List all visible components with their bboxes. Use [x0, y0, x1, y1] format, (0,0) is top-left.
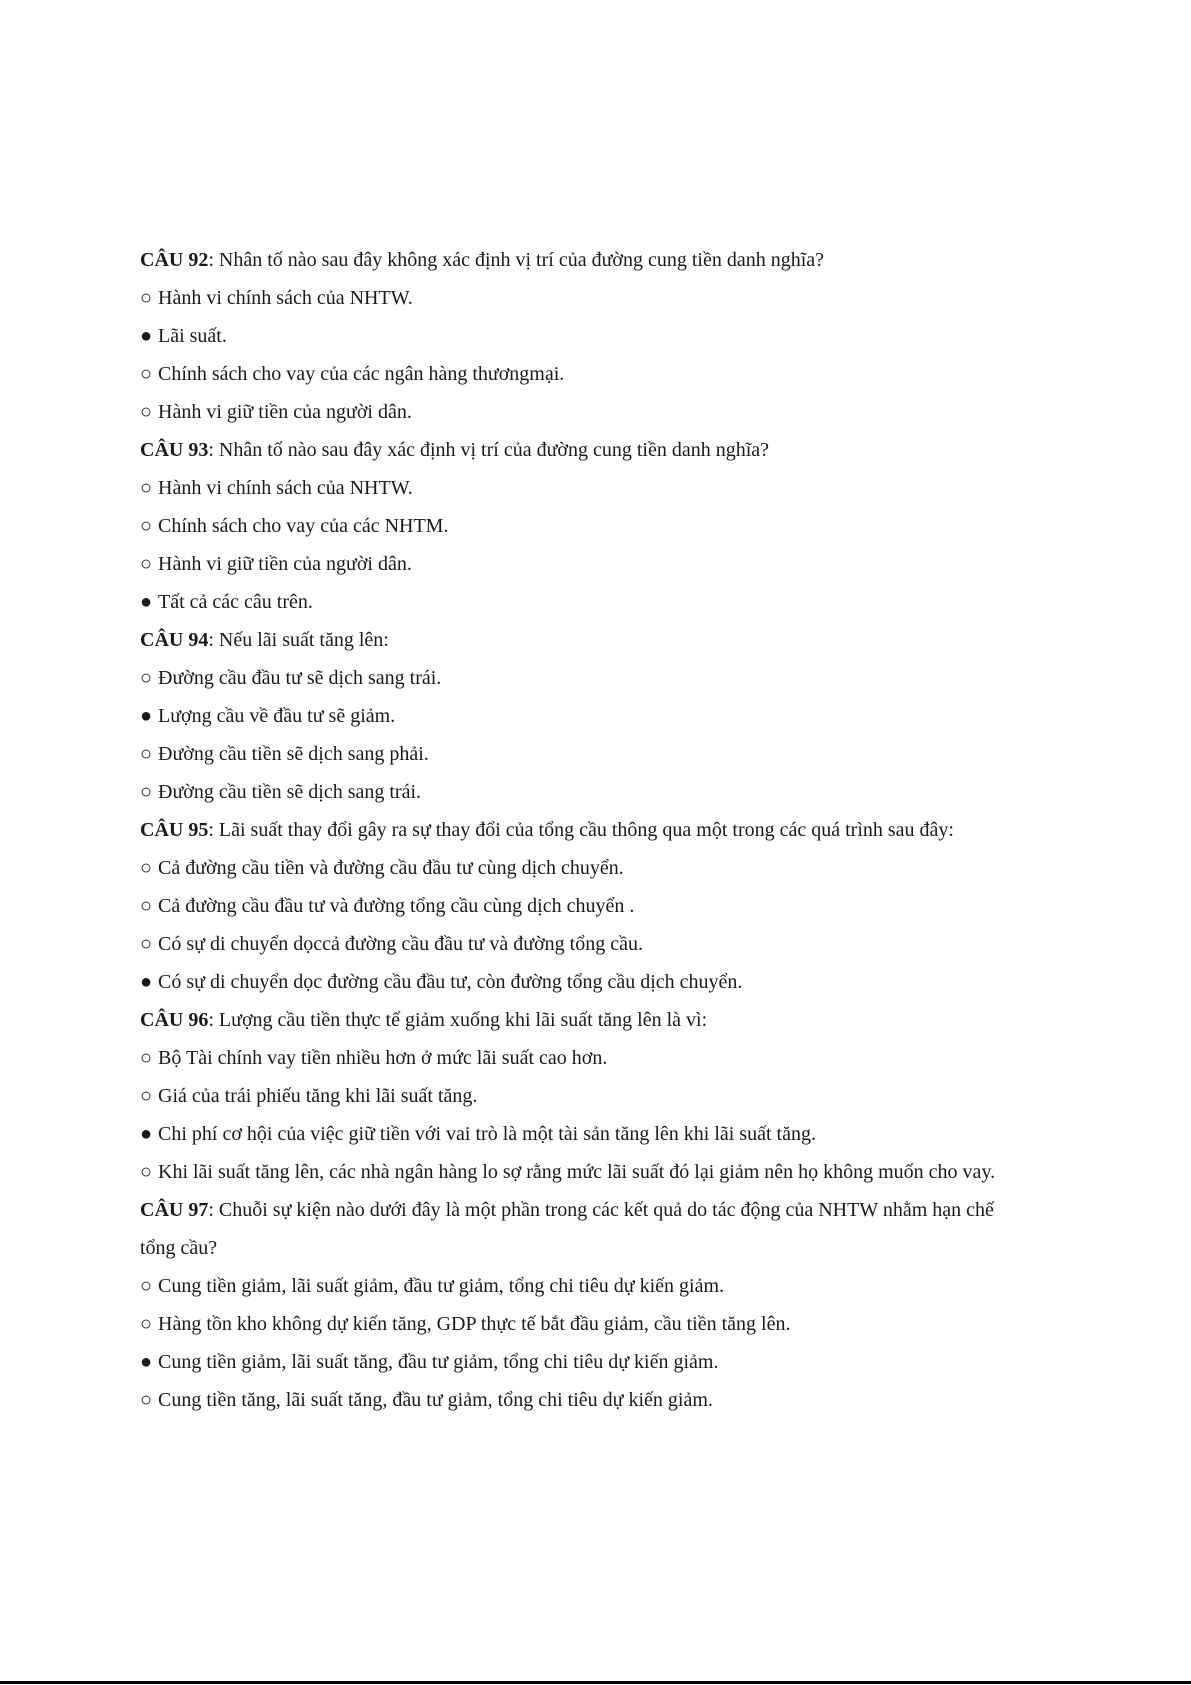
answer-text: Cung tiền giảm, lãi suất giảm, đầu tư giảm, tổng chi tiêu dự kiến giảm. — [158, 1275, 725, 1297]
unselected-radio-icon: ○ — [140, 1047, 153, 1069]
unselected-radio-icon: ○ — [140, 933, 153, 955]
answer-option — [140, 355, 1020, 393]
question-number: CÂU 96 — [140, 1009, 209, 1031]
answer-option — [140, 697, 1020, 735]
answer-option — [140, 1039, 1020, 1077]
question-prompt: : Nếu lãi suất tăng lên: — [208, 629, 389, 651]
answer-option — [140, 279, 1020, 317]
answer-text: Khi lãi suất tăng lên, các nhà ngân hàng lo sợ rằng mức lãi suất đó lại giảm nên họ không muốn cho vay. — [158, 1161, 996, 1183]
answer-text: Đường cầu đầu tư sẽ dịch sang trái. — [158, 667, 442, 689]
answer-option — [140, 925, 1020, 963]
answer-text: Hàng tồn kho không dự kiến tăng, GDP thực tế bắt đầu giảm, cầu tiền tăng lên. — [158, 1313, 791, 1335]
answer-option — [140, 735, 1020, 773]
question-number: CÂU 94 — [140, 629, 209, 651]
selected-radio-icon: ● — [140, 971, 153, 993]
unselected-radio-icon: ○ — [140, 781, 153, 803]
answer-text: Lượng cầu về đầu tư sẽ giảm. — [158, 705, 396, 727]
answer-option — [140, 583, 1020, 621]
question-number: CÂU 95 — [140, 819, 209, 841]
selected-radio-icon: ● — [140, 1123, 153, 1145]
unselected-radio-icon: ○ — [140, 477, 153, 499]
answer-text: Có sự di chuyển dọccả đường cầu đầu tư và đường tổng cầu. — [158, 933, 643, 955]
answer-text: Giá của trái phiếu tăng khi lãi suất tăng. — [158, 1085, 478, 1107]
answer-option — [140, 773, 1020, 811]
question-prompt: : Chuỗi sự kiện nào dưới đây là một phần trong các kết quả do tác động của NHTW nhằm hạn chế tổng cầu? — [140, 1199, 994, 1259]
unselected-radio-icon: ○ — [140, 363, 153, 385]
answer-text: Hành vi chính sách của NHTW. — [158, 477, 413, 499]
answer-option — [140, 1343, 1020, 1381]
question-text — [140, 241, 1020, 279]
question-block — [140, 1001, 1020, 1191]
question-block — [140, 241, 1020, 431]
unselected-radio-icon: ○ — [140, 287, 153, 309]
selected-radio-icon: ● — [140, 591, 153, 613]
selected-radio-icon: ● — [140, 1351, 153, 1373]
footer-rule — [0, 1681, 1191, 1684]
selected-radio-icon: ● — [140, 325, 153, 347]
question-text — [140, 811, 1020, 849]
unselected-radio-icon: ○ — [140, 553, 153, 575]
answer-text: Chính sách cho vay của các NHTM. — [158, 515, 449, 537]
answer-text: Tất cả các câu trên. — [158, 591, 313, 613]
answer-text: Cung tiền giảm, lãi suất tăng, đầu tư giảm, tổng chi tiêu dự kiến giảm. — [158, 1351, 719, 1373]
unselected-radio-icon: ○ — [140, 1085, 153, 1107]
question-block — [140, 431, 1020, 621]
question-number: CÂU 97 — [140, 1199, 209, 1221]
unselected-radio-icon: ○ — [140, 1161, 153, 1183]
unselected-radio-icon: ○ — [140, 1313, 153, 1335]
question-block — [140, 1191, 1020, 1419]
answer-text: Đường cầu tiền sẽ dịch sang phải. — [158, 743, 429, 765]
answer-option — [140, 1305, 1020, 1343]
question-text — [140, 1001, 1020, 1039]
answer-text: Hành vi giữ tiền của người dân. — [158, 553, 412, 575]
unselected-radio-icon: ○ — [140, 1389, 153, 1411]
answer-text: Chi phí cơ hội của việc giữ tiền với vai trò là một tài sản tăng lên khi lãi suất tăng. — [158, 1123, 816, 1145]
answer-text: Chính sách cho vay của các ngân hàng thươngmại. — [158, 363, 565, 385]
question-prompt: : Nhân tố nào sau đây không xác định vị trí của đường cung tiền danh nghĩa? — [208, 249, 825, 271]
answer-option — [140, 1153, 1020, 1191]
answer-option — [140, 393, 1020, 431]
answer-text: Đường cầu tiền sẽ dịch sang trái. — [158, 781, 422, 803]
answer-option — [140, 887, 1020, 925]
answer-option — [140, 1077, 1020, 1115]
question-block — [140, 621, 1020, 811]
answer-text: Cung tiền tăng, lãi suất tăng, đầu tư giảm, tổng chi tiêu dự kiến giảm. — [158, 1389, 713, 1411]
unselected-radio-icon: ○ — [140, 667, 153, 689]
answer-option — [140, 317, 1020, 355]
answer-option — [140, 545, 1020, 583]
answer-text: Cả đường cầu đầu tư và đường tổng cầu cùng dịch chuyển . — [158, 895, 635, 917]
answer-option — [140, 1115, 1020, 1153]
answer-option — [140, 849, 1020, 887]
answer-option — [140, 469, 1020, 507]
selected-radio-icon: ● — [140, 705, 153, 727]
answer-option — [140, 1381, 1020, 1419]
answer-option — [140, 963, 1020, 1001]
answer-text: Cả đường cầu tiền và đường cầu đầu tư cùng dịch chuyển. — [158, 857, 624, 879]
question-text — [140, 1191, 1020, 1267]
answer-text: Lãi suất. — [158, 325, 227, 347]
answer-option — [140, 659, 1020, 697]
question-list — [140, 241, 1020, 1419]
unselected-radio-icon: ○ — [140, 857, 153, 879]
unselected-radio-icon: ○ — [140, 895, 153, 917]
question-prompt: : Nhân tố nào sau đây xác định vị trí của đường cung tiền danh nghĩa? — [208, 439, 770, 461]
question-block — [140, 811, 1020, 1001]
answer-text: Có sự di chuyển dọc đường cầu đầu tư, còn đường tổng cầu dịch chuyển. — [158, 971, 743, 993]
answer-text: Hành vi chính sách của NHTW. — [158, 287, 413, 309]
question-prompt: : Lãi suất thay đổi gây ra sự thay đổi của tổng cầu thông qua một trong các quá trình sau đây: — [208, 819, 954, 841]
question-prompt: : Lượng cầu tiền thực tế giảm xuống khi lãi suất tăng lên là vì: — [208, 1009, 708, 1031]
question-text — [140, 621, 1020, 659]
unselected-radio-icon: ○ — [140, 743, 153, 765]
answer-option — [140, 1267, 1020, 1305]
question-number: CÂU 93 — [140, 439, 209, 461]
unselected-radio-icon: ○ — [140, 401, 153, 423]
answer-text: Hành vi giữ tiền của người dân. — [158, 401, 412, 423]
question-text — [140, 431, 1020, 469]
unselected-radio-icon: ○ — [140, 1275, 153, 1297]
answer-option — [140, 507, 1020, 545]
answer-text: Bộ Tài chính vay tiền nhiều hơn ở mức lãi suất cao hơn. — [158, 1047, 608, 1069]
question-number: CÂU 92 — [140, 249, 209, 271]
unselected-radio-icon: ○ — [140, 515, 153, 537]
